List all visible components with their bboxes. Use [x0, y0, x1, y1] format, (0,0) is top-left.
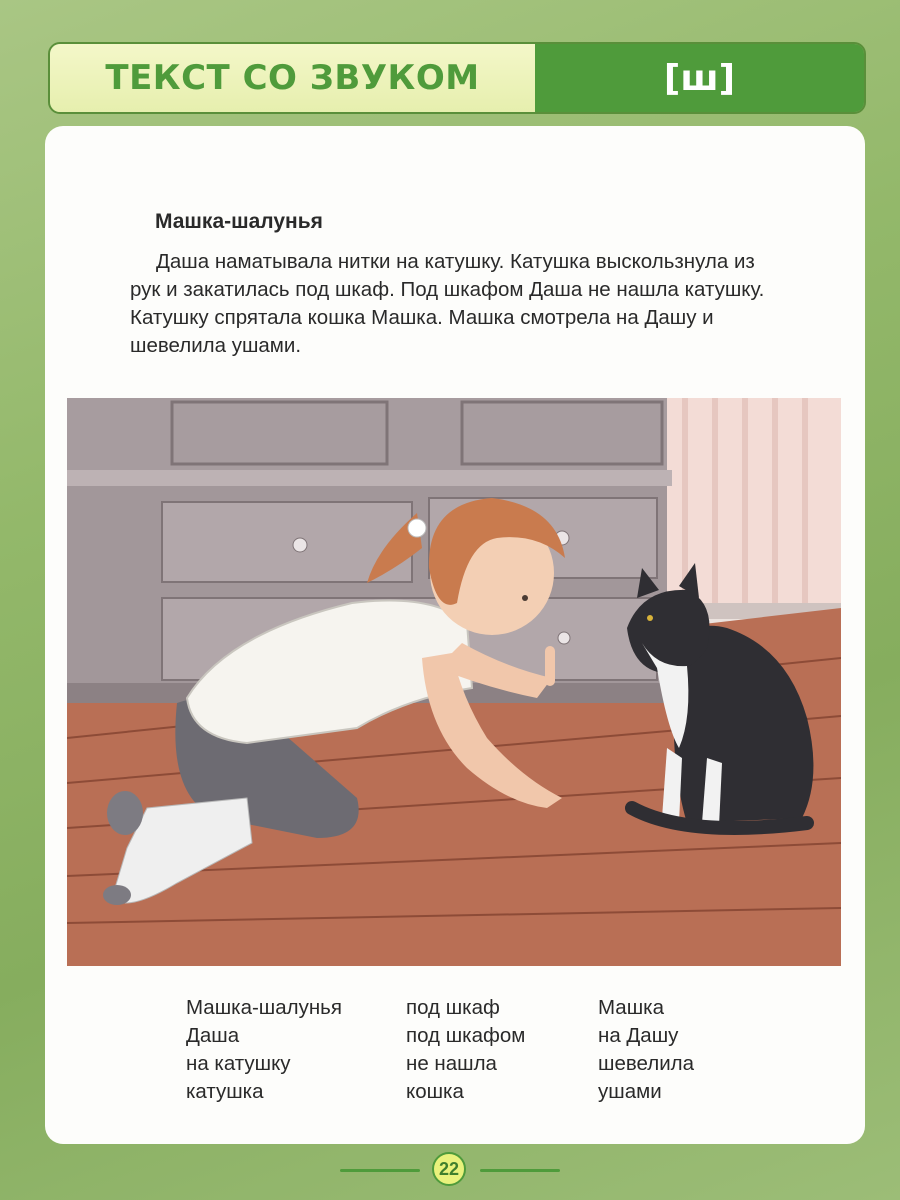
footer-line-right — [480, 1169, 560, 1172]
page-number-footer — [330, 1152, 570, 1188]
word-item: Машка — [598, 996, 664, 1019]
word-item: под шкафом — [406, 1024, 526, 1047]
word-item: ушами — [598, 1080, 662, 1103]
page-card — [45, 126, 865, 1144]
word-item: не нашла — [406, 1052, 497, 1075]
word-item: шевелила — [598, 1052, 695, 1075]
word-item: катушка — [186, 1080, 264, 1103]
word-item: на катушку — [186, 1052, 291, 1075]
story-title: Машка-шалунья — [155, 210, 323, 233]
word-column-1 — [186, 994, 342, 1106]
word-item: Машка-шалунья — [186, 996, 342, 1019]
word-column-2 — [406, 994, 525, 1106]
word-item: Даша — [186, 1024, 240, 1047]
banner-title-area — [50, 44, 535, 112]
word-item: на Дашу — [598, 1024, 679, 1047]
page-title: ТЕКСТ СО ЗВУКОМ — [105, 58, 480, 98]
word-item: кошка — [406, 1080, 464, 1103]
banner-sound-area — [535, 44, 864, 112]
illustration-svg — [67, 398, 841, 966]
footer-line-left — [340, 1169, 420, 1172]
word-column-3 — [598, 994, 694, 1106]
story-text: Даша наматывала нитки на катушку. Катушка выскользнула из рук и закатилась под шкаф. Под шкафом Даша не нашла катушку. Катушку спрятала кошка Машка. Машка смотрела на Дашу и шевелила ушами. — [130, 250, 765, 357]
sound-label: [ш] — [663, 57, 736, 99]
page-number: 22 — [432, 1152, 466, 1186]
illustration-girl-and-cat — [67, 398, 841, 966]
header-banner — [48, 42, 866, 114]
word-item: под шкаф — [406, 996, 500, 1019]
